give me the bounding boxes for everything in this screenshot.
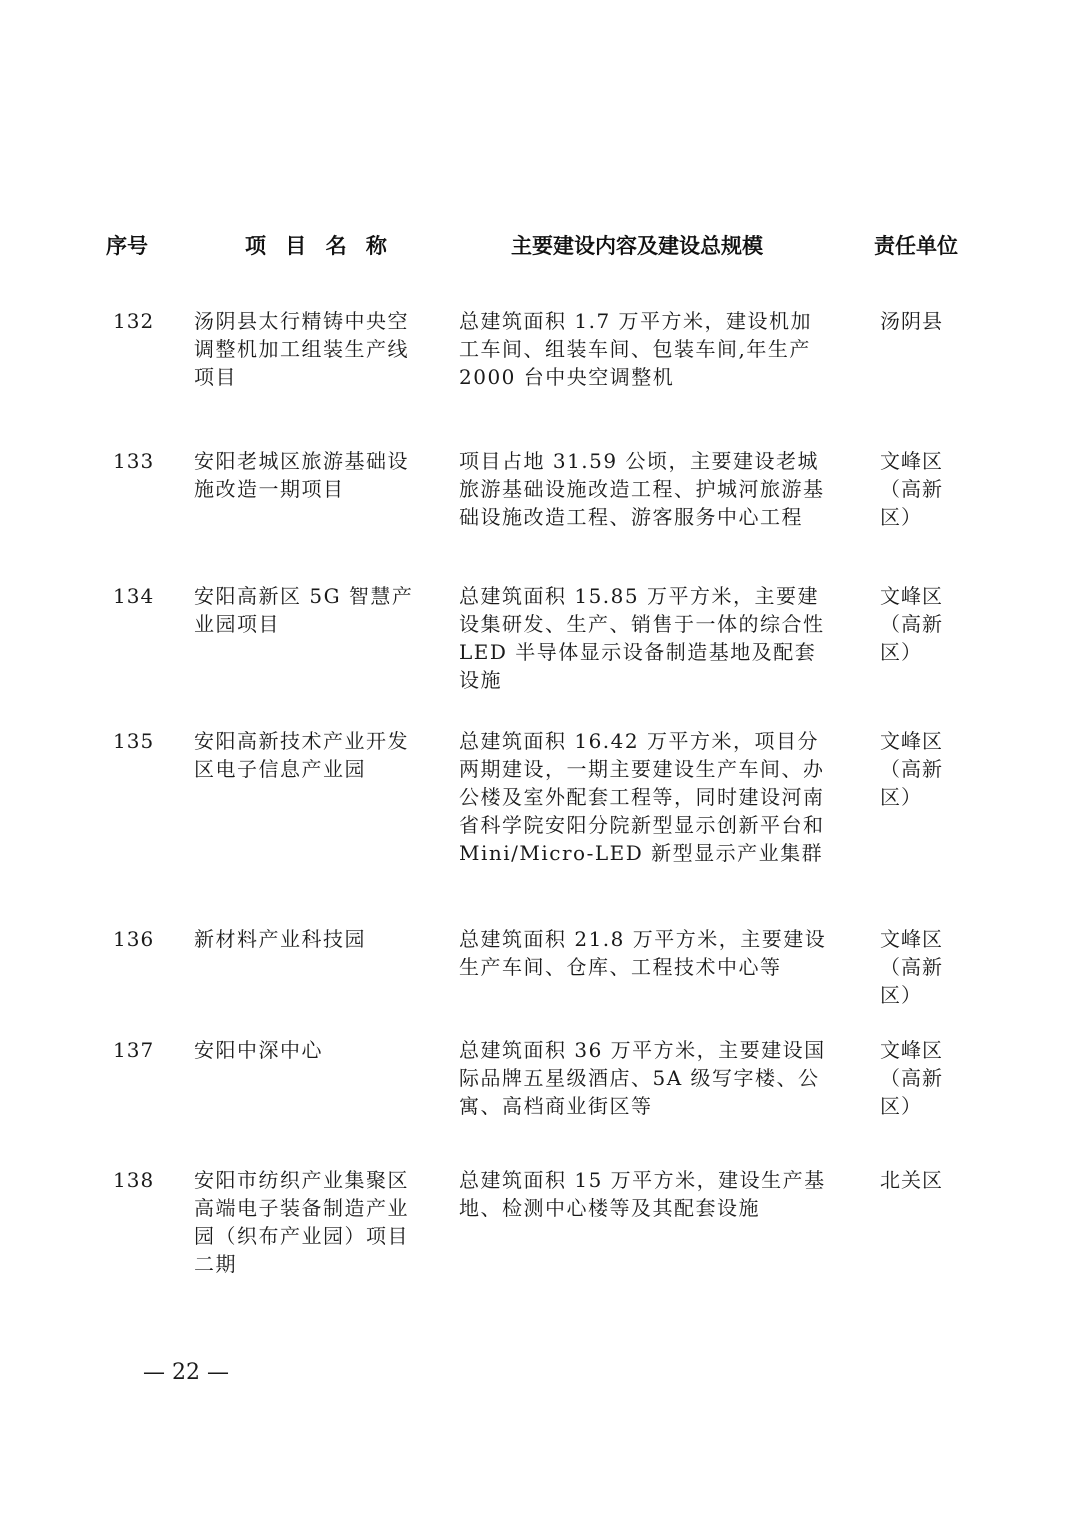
- row-content: 项目占地 31.59 公顷，主要建设老城旅游基础设施改造工程、护城河旅游基础设施改造工程、游客服务中心工程: [459, 449, 825, 529]
- row-content: 总建筑面积 15.85 万平方米，主要建设集研发、生产、销售于一体的综合性 LED 半导体显示设备制造基地及配套设施: [459, 584, 825, 692]
- row-name: 安阳老城区旅游基础设施改造一期项目: [194, 449, 409, 501]
- row-no: 134: [113, 584, 155, 608]
- row-name: 新材料产业科技园: [194, 927, 366, 951]
- row-content: 总建筑面积 15 万平方米，建设生产基地、检测中心楼等及其配套设施: [459, 1168, 826, 1220]
- row-no: 135: [113, 729, 155, 753]
- row-unit: 文峰区（高新区）: [880, 449, 943, 529]
- row-unit: 汤阴县: [880, 309, 943, 333]
- header-name: 项 目 名 称: [245, 234, 393, 258]
- row-unit: 文峰区（高新区）: [880, 729, 943, 809]
- row-name: 安阳高新区 5G 智慧产业园项目: [194, 584, 414, 636]
- row-no: 133: [113, 449, 155, 473]
- row-content: 总建筑面积 36 万平方米，主要建设国际品牌五星级酒店、5A 级写字楼、公寓、高档商业街区等: [459, 1038, 826, 1118]
- row-unit: 北关区: [880, 1168, 943, 1192]
- row-name: 安阳高新技术产业开发区电子信息产业园: [194, 729, 409, 781]
- table-header: [0, 226, 1080, 262]
- row-content: 总建筑面积 1.7 万平方米，建设机加工车间、组装车间、包装车间,年生产 2000 台中央空调整机: [459, 309, 813, 389]
- row-no: 138: [113, 1168, 155, 1192]
- row-no: 136: [113, 927, 155, 951]
- row-unit: 文峰区（高新区）: [880, 927, 943, 1007]
- row-unit: 文峰区（高新区）: [880, 584, 943, 664]
- row-content: 总建筑面积 21.8 万平方米，主要建设生产车间、仓库、工程技术中心等: [459, 927, 827, 979]
- row-name: 汤阴县太行精铸中央空调整机加工组装生产线项目: [194, 309, 409, 389]
- row-name: 安阳中深中心: [194, 1038, 323, 1062]
- page-number: — 22 —: [143, 1360, 229, 1385]
- row-content: 总建筑面积 16.42 万平方米，项目分两期建设，一期主要建设生产车间、办公楼及室外配套工程等，同时建设河南省科学院安阳分院新型显示创新平台和 Mini/Micro-LED 新型显示产业集群: [459, 729, 825, 865]
- header-content: 主要建设内容及建设总规模: [511, 234, 763, 258]
- header-no: 序号: [106, 234, 148, 258]
- row-unit: 文峰区（高新区）: [880, 1038, 943, 1118]
- row-name: 安阳市纺织产业集聚区高端电子装备制造产业园（织布产业园）项目二期: [194, 1168, 409, 1276]
- row-no: 132: [113, 309, 155, 333]
- header-unit: 责任单位: [874, 234, 958, 258]
- row-no: 137: [113, 1038, 155, 1062]
